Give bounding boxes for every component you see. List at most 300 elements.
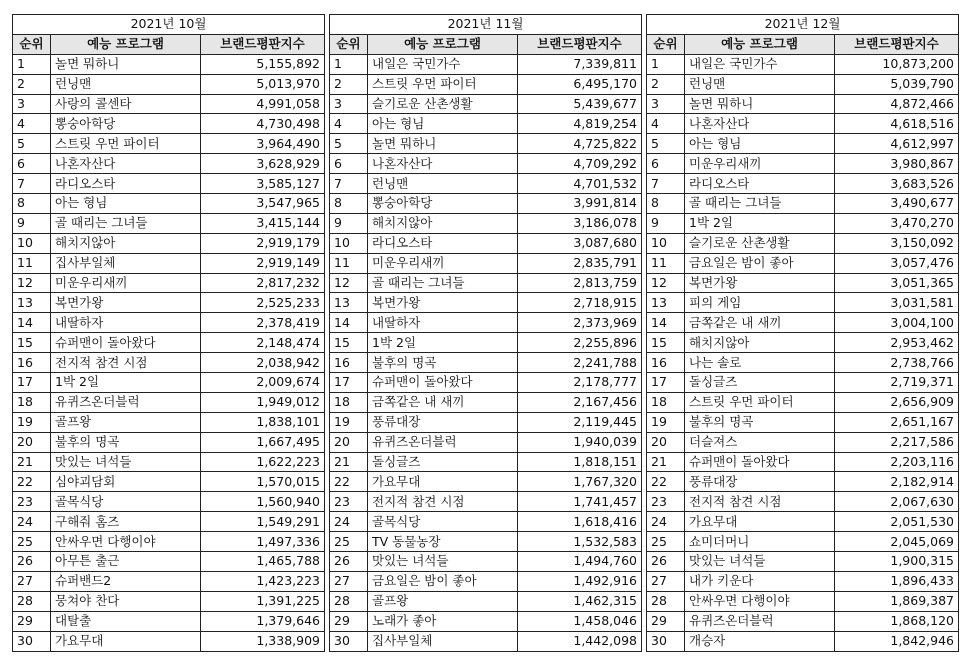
rank-cell: 22 [647, 472, 685, 492]
program-name-cell: 놀면 뭐하니 [368, 134, 518, 154]
rank-cell: 23 [330, 492, 368, 512]
table-row [647, 571, 959, 591]
brand-index-cell: 1,767,320 [518, 472, 642, 492]
program-name-cell: 내가 키운다 [685, 571, 835, 591]
program-name-cell: 불후의 명곡 [685, 412, 835, 432]
brand-index-cell: 1,869,387 [835, 591, 959, 611]
table-row [647, 273, 959, 293]
program-name-cell: 스트릿 우먼 파이터 [685, 392, 835, 412]
program-name-cell: 돌싱글즈 [685, 373, 835, 393]
rank-cell: 18 [330, 392, 368, 412]
table-row [647, 213, 959, 233]
rank-cell: 2 [647, 74, 685, 94]
table-row [13, 333, 325, 353]
brand-index-cell: 2,651,167 [835, 412, 959, 432]
brand-index-cell: 3,087,680 [518, 233, 642, 253]
program-name-cell: 금쪽같은 내 새끼 [685, 313, 835, 333]
table-row [13, 373, 325, 393]
table-row [330, 392, 642, 412]
table-row [647, 313, 959, 333]
rank-cell: 19 [647, 412, 685, 432]
table-row [330, 74, 642, 94]
program-name-cell: 1박 2일 [51, 373, 201, 393]
rank-cell: 28 [647, 591, 685, 611]
program-name-cell: 스트릿 우먼 파이터 [51, 134, 201, 154]
table-row [647, 353, 959, 373]
program-name-cell: 골 때리는 그녀들 [685, 194, 835, 214]
brand-index-cell: 5,039,790 [835, 74, 959, 94]
brand-index-cell: 2,009,674 [201, 373, 325, 393]
rank-cell: 13 [647, 293, 685, 313]
program-name-cell: 뽕숭아학당 [368, 194, 518, 214]
month-table-1 [12, 14, 325, 652]
rank-cell: 26 [13, 552, 51, 572]
program-name-cell: 전지적 참견 시점 [51, 353, 201, 373]
program-name-cell: 돌싱글즈 [368, 452, 518, 472]
table-row [330, 412, 642, 432]
rank-header: 순위 [13, 34, 51, 54]
table-row [330, 353, 642, 373]
table-row [647, 373, 959, 393]
table-row [13, 492, 325, 512]
brand-index-cell: 1,622,223 [201, 452, 325, 472]
program-header: 예능 프로그램 [685, 34, 835, 54]
month-title: 2021년 12월 [647, 15, 959, 35]
table-row [13, 353, 325, 373]
brand-index-cell: 1,492,916 [518, 571, 642, 591]
rank-cell: 14 [647, 313, 685, 333]
table-row [330, 333, 642, 353]
rank-cell: 30 [330, 631, 368, 651]
rank-cell: 22 [13, 472, 51, 492]
program-name-cell: 대탈출 [51, 611, 201, 631]
ranking-tables [12, 14, 959, 652]
brand-index-cell: 2,378,419 [201, 313, 325, 333]
brand-index-cell: 1,618,416 [518, 512, 642, 532]
table-row [330, 154, 642, 174]
table-row [13, 174, 325, 194]
program-name-cell: 해치지않아 [368, 213, 518, 233]
brand-index-cell: 1,818,151 [518, 452, 642, 472]
rank-header: 순위 [330, 34, 368, 54]
rank-cell: 30 [13, 631, 51, 651]
program-name-cell: 1박 2일 [685, 213, 835, 233]
program-name-cell: 구해줘 홈즈 [51, 512, 201, 532]
rank-cell: 9 [647, 213, 685, 233]
brand-index-cell: 1,462,315 [518, 591, 642, 611]
brand-index-cell: 3,004,100 [835, 313, 959, 333]
table-row [13, 74, 325, 94]
table-row [330, 213, 642, 233]
brand-index-cell: 1,667,495 [201, 432, 325, 452]
program-name-cell: 내일은 국민가수 [685, 54, 835, 74]
table-row [330, 492, 642, 512]
table-row [647, 333, 959, 353]
program-name-cell: 아무튼 출근 [51, 552, 201, 572]
program-name-cell: 풍류대장 [368, 412, 518, 432]
brand-index-cell: 2,182,914 [835, 472, 959, 492]
program-name-cell: 불후의 명곡 [368, 353, 518, 373]
table-row [647, 552, 959, 572]
rank-cell: 10 [647, 233, 685, 253]
brand-index-cell: 2,178,777 [518, 373, 642, 393]
rank-cell: 30 [647, 631, 685, 651]
program-name-cell: 골 때리는 그녀들 [368, 273, 518, 293]
rank-cell: 25 [13, 532, 51, 552]
rank-cell: 18 [13, 392, 51, 412]
brand-index-cell: 4,701,532 [518, 174, 642, 194]
brand-index-cell: 4,709,292 [518, 154, 642, 174]
brand-index-cell: 1,465,788 [201, 552, 325, 572]
table-row [647, 532, 959, 552]
month-table-3 [646, 14, 959, 652]
program-name-cell: 집사부일체 [51, 253, 201, 273]
brand-index-cell: 1,868,120 [835, 611, 959, 631]
brand-index-cell: 1,494,760 [518, 552, 642, 572]
brand-index-cell: 3,628,929 [201, 154, 325, 174]
table-row [647, 412, 959, 432]
table-row [647, 591, 959, 611]
program-header: 예능 프로그램 [51, 34, 201, 54]
brand-index-cell: 1,391,225 [201, 591, 325, 611]
rank-cell: 17 [330, 373, 368, 393]
table-row [330, 134, 642, 154]
program-name-cell: 안싸우면 다행이야 [685, 591, 835, 611]
table-row [330, 631, 642, 651]
brand-index-cell: 1,570,015 [201, 472, 325, 492]
rank-cell: 6 [647, 154, 685, 174]
rank-cell: 21 [647, 452, 685, 472]
program-name-cell: 골프왕 [51, 412, 201, 432]
rank-cell: 11 [647, 253, 685, 273]
rank-cell: 12 [647, 273, 685, 293]
rank-header: 순위 [647, 34, 685, 54]
table-row [13, 591, 325, 611]
program-name-cell: 복면가왕 [685, 273, 835, 293]
brand-index-cell: 3,980,867 [835, 154, 959, 174]
table-row [330, 532, 642, 552]
rank-cell: 17 [13, 373, 51, 393]
brand-index-cell: 2,719,371 [835, 373, 959, 393]
program-name-cell: 유퀴즈온더블럭 [685, 611, 835, 631]
brand-index-cell: 3,031,581 [835, 293, 959, 313]
rank-cell: 4 [330, 114, 368, 134]
table-row [13, 552, 325, 572]
program-name-cell: 라디오스타 [368, 233, 518, 253]
brand-index-cell: 1,741,457 [518, 492, 642, 512]
table-row [647, 472, 959, 492]
program-name-cell: 슬기로운 산촌생활 [368, 94, 518, 114]
rank-cell: 23 [647, 492, 685, 512]
rank-cell: 10 [330, 233, 368, 253]
brand-index-cell: 2,718,915 [518, 293, 642, 313]
brand-index-cell: 1,949,012 [201, 392, 325, 412]
rank-cell: 3 [647, 94, 685, 114]
program-name-cell: 가요무대 [685, 512, 835, 532]
rank-cell: 7 [647, 174, 685, 194]
rank-cell: 19 [330, 412, 368, 432]
brand-index-cell: 1,497,336 [201, 532, 325, 552]
rank-cell: 4 [13, 114, 51, 134]
rank-cell: 29 [647, 611, 685, 631]
program-name-cell: 미운우리새끼 [51, 273, 201, 293]
program-name-cell: 놀면 뭐하니 [51, 54, 201, 74]
brand-index-cell: 2,656,909 [835, 392, 959, 412]
table-row [330, 114, 642, 134]
brand-index-cell: 1,940,039 [518, 432, 642, 452]
table-row [13, 472, 325, 492]
table-row [13, 213, 325, 233]
rank-cell: 14 [13, 313, 51, 333]
program-name-cell: 나혼자산다 [368, 154, 518, 174]
program-name-cell: 나는 솔로 [685, 353, 835, 373]
program-name-cell: 뭉쳐야 찬다 [51, 591, 201, 611]
brand-index-cell: 1,549,291 [201, 512, 325, 532]
brand-index-cell: 2,835,791 [518, 253, 642, 273]
rank-cell: 26 [330, 552, 368, 572]
rank-cell: 27 [13, 571, 51, 591]
program-name-cell: 더슬져스 [685, 432, 835, 452]
brand-index-cell: 2,738,766 [835, 353, 959, 373]
month-title: 2021년 11월 [330, 15, 642, 35]
brand-index-cell: 2,148,474 [201, 333, 325, 353]
program-name-cell: 뽕숭아학당 [51, 114, 201, 134]
program-name-cell: 가요무대 [368, 472, 518, 492]
rank-cell: 11 [13, 253, 51, 273]
brand-index-cell: 3,470,270 [835, 213, 959, 233]
brand-index-cell: 1,838,101 [201, 412, 325, 432]
table-row [13, 532, 325, 552]
index-header: 브랜드평판지수 [201, 34, 325, 54]
brand-index-cell: 1,896,433 [835, 571, 959, 591]
table-row [330, 253, 642, 273]
program-name-cell: 놀면 뭐하니 [685, 94, 835, 114]
table-row [13, 94, 325, 114]
table-row [647, 114, 959, 134]
brand-index-cell: 3,547,965 [201, 194, 325, 214]
brand-index-cell: 1,532,583 [518, 532, 642, 552]
table-row [330, 512, 642, 532]
program-name-cell: 스트릿 우먼 파이터 [368, 74, 518, 94]
brand-index-cell: 2,241,788 [518, 353, 642, 373]
table-row [330, 233, 642, 253]
rank-cell: 16 [13, 353, 51, 373]
table-row [647, 54, 959, 74]
program-name-cell: 아는 형님 [685, 134, 835, 154]
program-name-cell: 런닝맨 [685, 74, 835, 94]
table-row [13, 154, 325, 174]
program-name-cell: 라디오스타 [51, 174, 201, 194]
rank-cell: 7 [330, 174, 368, 194]
brand-index-cell: 3,683,526 [835, 174, 959, 194]
program-name-cell: 슈퍼맨이 돌아왔다 [368, 373, 518, 393]
table-row [330, 94, 642, 114]
rank-cell: 13 [330, 293, 368, 313]
table-row [647, 233, 959, 253]
rank-cell: 1 [330, 54, 368, 74]
table-row [647, 134, 959, 154]
program-name-cell: 사랑의 콜센타 [51, 94, 201, 114]
program-name-cell: 라디오스타 [685, 174, 835, 194]
table-row [330, 174, 642, 194]
table-row [330, 54, 642, 74]
program-name-cell: 슈퍼밴드2 [51, 571, 201, 591]
table-row [647, 392, 959, 412]
rank-cell: 15 [330, 333, 368, 353]
brand-index-cell: 10,873,200 [835, 54, 959, 74]
table-row [647, 432, 959, 452]
brand-index-cell: 2,817,232 [201, 273, 325, 293]
rank-cell: 1 [13, 54, 51, 74]
brand-index-cell: 5,013,970 [201, 74, 325, 94]
rank-cell: 12 [13, 273, 51, 293]
rank-cell: 15 [647, 333, 685, 353]
rank-cell: 28 [330, 591, 368, 611]
rank-cell: 5 [330, 134, 368, 154]
program-name-cell: 맛있는 녀석들 [51, 452, 201, 472]
rank-cell: 16 [330, 353, 368, 373]
rank-cell: 8 [330, 194, 368, 214]
brand-index-cell: 2,217,586 [835, 432, 959, 452]
rank-cell: 29 [330, 611, 368, 631]
program-name-cell: 노래가 좋아 [368, 611, 518, 631]
rank-cell: 2 [13, 74, 51, 94]
program-name-cell: 복면가왕 [51, 293, 201, 313]
program-name-cell: 유퀴즈온더블럭 [368, 432, 518, 452]
rank-cell: 24 [330, 512, 368, 532]
program-name-cell: 풍류대장 [685, 472, 835, 492]
brand-index-cell: 2,051,530 [835, 512, 959, 532]
program-name-cell: 미운우리새끼 [368, 253, 518, 273]
rank-cell: 6 [13, 154, 51, 174]
table-row [647, 631, 959, 651]
program-name-cell: 아는 형님 [51, 194, 201, 214]
brand-index-cell: 6,495,170 [518, 74, 642, 94]
program-name-cell: 미운우리새끼 [685, 154, 835, 174]
table-row [330, 571, 642, 591]
table-row [13, 134, 325, 154]
rank-cell: 10 [13, 233, 51, 253]
program-name-cell: TV 동물농장 [368, 532, 518, 552]
rank-cell: 3 [330, 94, 368, 114]
rank-cell: 27 [647, 571, 685, 591]
brand-index-cell: 1,423,223 [201, 571, 325, 591]
program-name-cell: 골 때리는 그녀들 [51, 213, 201, 233]
program-name-cell: 집사부일체 [368, 631, 518, 651]
brand-index-cell: 4,618,516 [835, 114, 959, 134]
brand-index-cell: 1,842,946 [835, 631, 959, 651]
rank-cell: 7 [13, 174, 51, 194]
program-name-cell: 1박 2일 [368, 333, 518, 353]
rank-cell: 21 [13, 452, 51, 472]
program-name-cell: 슬기로운 산촌생활 [685, 233, 835, 253]
table-row [330, 472, 642, 492]
table-row [647, 253, 959, 273]
brand-index-cell: 4,991,058 [201, 94, 325, 114]
program-name-cell: 내딸하자 [368, 313, 518, 333]
brand-index-cell: 5,439,677 [518, 94, 642, 114]
brand-index-cell: 2,813,759 [518, 273, 642, 293]
table-row [13, 432, 325, 452]
table-row [330, 313, 642, 333]
rank-cell: 26 [647, 552, 685, 572]
brand-index-cell: 1,442,098 [518, 631, 642, 651]
program-name-cell: 슈퍼맨이 돌아왔다 [51, 333, 201, 353]
table-row [330, 194, 642, 214]
rank-cell: 17 [647, 373, 685, 393]
rank-cell: 20 [13, 432, 51, 452]
brand-index-cell: 3,964,490 [201, 134, 325, 154]
brand-index-cell: 3,991,814 [518, 194, 642, 214]
program-name-cell: 슈퍼맨이 돌아왔다 [685, 452, 835, 472]
table-row [330, 293, 642, 313]
brand-index-cell: 2,045,069 [835, 532, 959, 552]
rank-cell: 21 [330, 452, 368, 472]
rank-cell: 13 [13, 293, 51, 313]
program-name-cell: 금쪽같은 내 새끼 [368, 392, 518, 412]
brand-index-cell: 2,953,462 [835, 333, 959, 353]
rank-cell: 9 [330, 213, 368, 233]
brand-index-cell: 4,872,466 [835, 94, 959, 114]
table-row [647, 293, 959, 313]
program-name-cell: 골목식당 [368, 512, 518, 532]
brand-index-cell: 2,373,969 [518, 313, 642, 333]
program-name-cell: 나혼자산다 [51, 154, 201, 174]
table-row [330, 611, 642, 631]
table-row [647, 452, 959, 472]
brand-index-cell: 2,255,896 [518, 333, 642, 353]
table-row [647, 94, 959, 114]
program-name-cell: 심야괴담회 [51, 472, 201, 492]
program-name-cell: 가요무대 [51, 631, 201, 651]
rank-cell: 3 [13, 94, 51, 114]
table-row [13, 392, 325, 412]
program-name-cell: 나혼자산다 [685, 114, 835, 134]
brand-index-cell: 3,490,677 [835, 194, 959, 214]
rank-cell: 25 [647, 532, 685, 552]
brand-index-cell: 1,379,646 [201, 611, 325, 631]
rank-cell: 22 [330, 472, 368, 492]
table-row [647, 194, 959, 214]
table-row [13, 233, 325, 253]
index-header: 브랜드평판지수 [835, 34, 959, 54]
program-name-cell: 런닝맨 [368, 174, 518, 194]
rank-cell: 1 [647, 54, 685, 74]
brand-index-cell: 4,819,254 [518, 114, 642, 134]
program-name-cell: 전지적 참견 시점 [685, 492, 835, 512]
program-name-cell: 맛있는 녀석들 [685, 552, 835, 572]
table-row [13, 194, 325, 214]
rank-cell: 23 [13, 492, 51, 512]
program-name-cell: 골프왕 [368, 591, 518, 611]
table-row [330, 452, 642, 472]
brand-index-cell: 2,067,630 [835, 492, 959, 512]
table-row [13, 54, 325, 74]
brand-index-cell: 5,155,892 [201, 54, 325, 74]
table-row [13, 571, 325, 591]
program-name-cell: 해치지않아 [685, 333, 835, 353]
program-name-cell: 피의 게임 [685, 293, 835, 313]
program-name-cell: 복면가왕 [368, 293, 518, 313]
rank-cell: 27 [330, 571, 368, 591]
brand-index-cell: 3,415,144 [201, 213, 325, 233]
program-name-cell: 맛있는 녀석들 [368, 552, 518, 572]
table-row [647, 492, 959, 512]
brand-index-cell: 7,339,811 [518, 54, 642, 74]
program-name-cell: 내일은 국민가수 [368, 54, 518, 74]
table-row [330, 273, 642, 293]
brand-index-cell: 3,051,365 [835, 273, 959, 293]
